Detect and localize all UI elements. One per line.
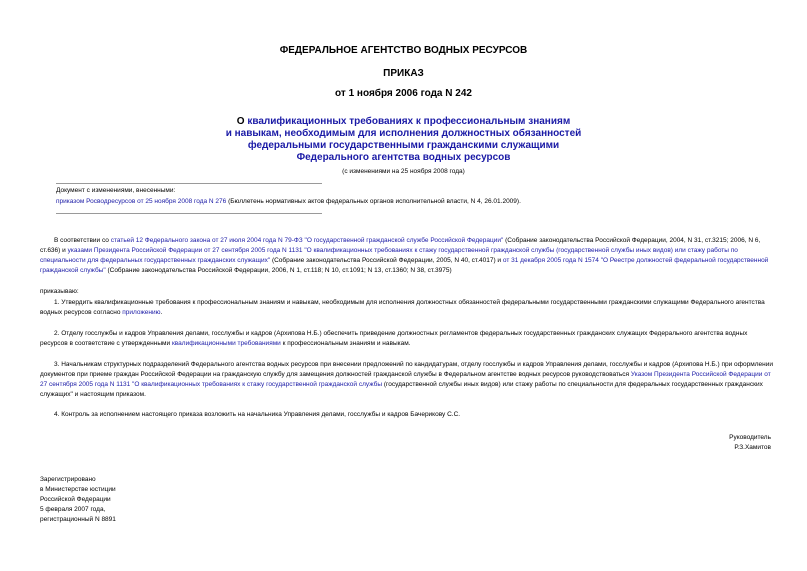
- title-link-line1[interactable]: квалификационных требованиях к профессиональным знаниям: [247, 116, 571, 127]
- title-link-line4[interactable]: Федерального агентства водных ресурсов: [296, 152, 511, 163]
- appendix-link[interactable]: приложению: [122, 309, 161, 316]
- item-3-text: 3. Начальникам структурных подразделений Федерального агентства водных ресурсов при внесении предложений по кандидатурам, отделу госслужбы и кадров Управления делами, госслужбы и кадров (Архипова Н.Б.) при оформлении документов при приеме граждан Российской Федерации на гражданскую службу для замещения должностей гражданской службы в Федеральном агентстве водных ресурсов руководствоваться: [40, 361, 773, 378]
- decree-1574-link[interactable]: от 31 декабря 2005 года N 1574 "О Реестре должностей федеральной государственной гражданской службы": [40, 257, 769, 274]
- registration-line-3: Российской Федерации: [40, 496, 111, 503]
- signature-name: Р.З.Хамитов: [734, 444, 771, 451]
- amend-note-suffix: (Бюллетень нормативных актов федеральных органов исполнительной власти, N 4, 26.01.2009).: [226, 198, 521, 205]
- decree-1131-link[interactable]: указами Президента Российской Федерации от 27 сентября 2005 года N 1131 "О квалификационных требованиях к стажу государственной гражданской службы (государственной службы иных видов) или стажу работы по специальности для федеральных государственных гражданских служащих": [40, 247, 738, 264]
- decree-1131-item3-link[interactable]: Указом Президента Российской Федерации от 27 сентября 2005 года N 1131 "О квалификационных требованиях к стажу государственной гражданской службы: [40, 371, 771, 388]
- registration-block: [40, 475, 116, 525]
- preamble-paragraph: [40, 236, 773, 276]
- title-link-line2[interactable]: и навыкам, необходимым для исполнения должностных обязанностей: [225, 128, 582, 139]
- item-2: [40, 329, 773, 349]
- item-2-end: к профессиональным знаниям и навыкам.: [280, 340, 411, 347]
- item-4: [40, 410, 773, 420]
- registration-line-4: 5 февраля 2007 года,: [40, 506, 106, 513]
- preamble-text-2: (Собрание законодательства Российской Федерации, 2004, N 31, ст.3215; 2006, N 6, ст.636) и: [40, 237, 761, 254]
- amend-note: [56, 197, 521, 207]
- preamble-text-1: В соответствии со: [54, 237, 111, 244]
- amendment-date: (с изменениями на 25 ноября 2008 года): [342, 168, 465, 175]
- document-date-number: от 1 ноября 2006 года N 242: [335, 88, 472, 99]
- document-title: [0, 116, 807, 164]
- amend-note-label: Документ с изменениями, внесенными:: [56, 187, 176, 194]
- item-1: [40, 298, 773, 318]
- document-type: ПРИКАЗ: [383, 68, 424, 79]
- item-3-end: (государственной службы иных видов) или стажу работы по специальности для федеральных государственных гражданских служащих" и настоящим приказом.: [40, 381, 763, 398]
- item-1-end: .: [160, 309, 163, 316]
- item-4-text: 4. Контроль за исполнением настоящего приказа возложить на начальника Управления делами, госслужбы и кадров Бачерикову С.С.: [54, 411, 461, 418]
- signature-role: Руководитель: [729, 434, 771, 441]
- registration-line-1: Зарегистрировано: [40, 476, 96, 483]
- registration-line-2: в Министерстве юстиции: [40, 486, 116, 493]
- law-article-link[interactable]: статьей 12 Федерального закона от 27 июля 2004 года N 79-ФЗ "О государственной гражданской службе Российской Федерации": [110, 237, 504, 244]
- preamble-text-3: (Собрание законодательства Российской Федерации, 2005, N 40, ст.4017) и: [270, 257, 503, 264]
- preamble-text-4: (Собрание законодательства Российской Федерации, 2006, N 1, ст.118; N 10, ст.1091; N 13, ст.1360; N 38, ст.3975): [105, 267, 452, 274]
- note-top-rule: [56, 183, 322, 184]
- item-3: [40, 360, 773, 400]
- note-bottom-rule: [56, 213, 322, 214]
- amend-order-link[interactable]: приказом Росводресурсов от 25 ноября 2008 года N 276: [56, 198, 227, 205]
- qualification-requirements-link[interactable]: квалификационными требованиями: [171, 340, 281, 347]
- title-link-line3[interactable]: федеральными государственными гражданскими служащими: [247, 140, 560, 151]
- title-prefix: О: [236, 116, 248, 127]
- registration-line-5: регистрационный N 8891: [40, 516, 116, 523]
- item-1-text: 1. Утвердить квалификационные требования к профессиональным знаниям и навыкам, необходимым для исполнения должностных обязанностей федеральными государственными гражданскими служащими Федерального агентства водных ресурсов согласно: [40, 299, 765, 316]
- agency-name: ФЕДЕРАЛЬНОЕ АГЕНТСТВО ВОДНЫХ РЕСУРСОВ: [279, 45, 528, 56]
- item-2-text: 2. Отделу госслужбы и кадров Управления делами, госслужбы и кадров (Архипова Н.Б.) обеспечить приведение должностных регламентов федеральных государственных гражданских служащих Федерального агентства водных ресурсов в соответствие с утвержденными: [40, 330, 748, 347]
- orders-word: приказываю:: [40, 288, 79, 295]
